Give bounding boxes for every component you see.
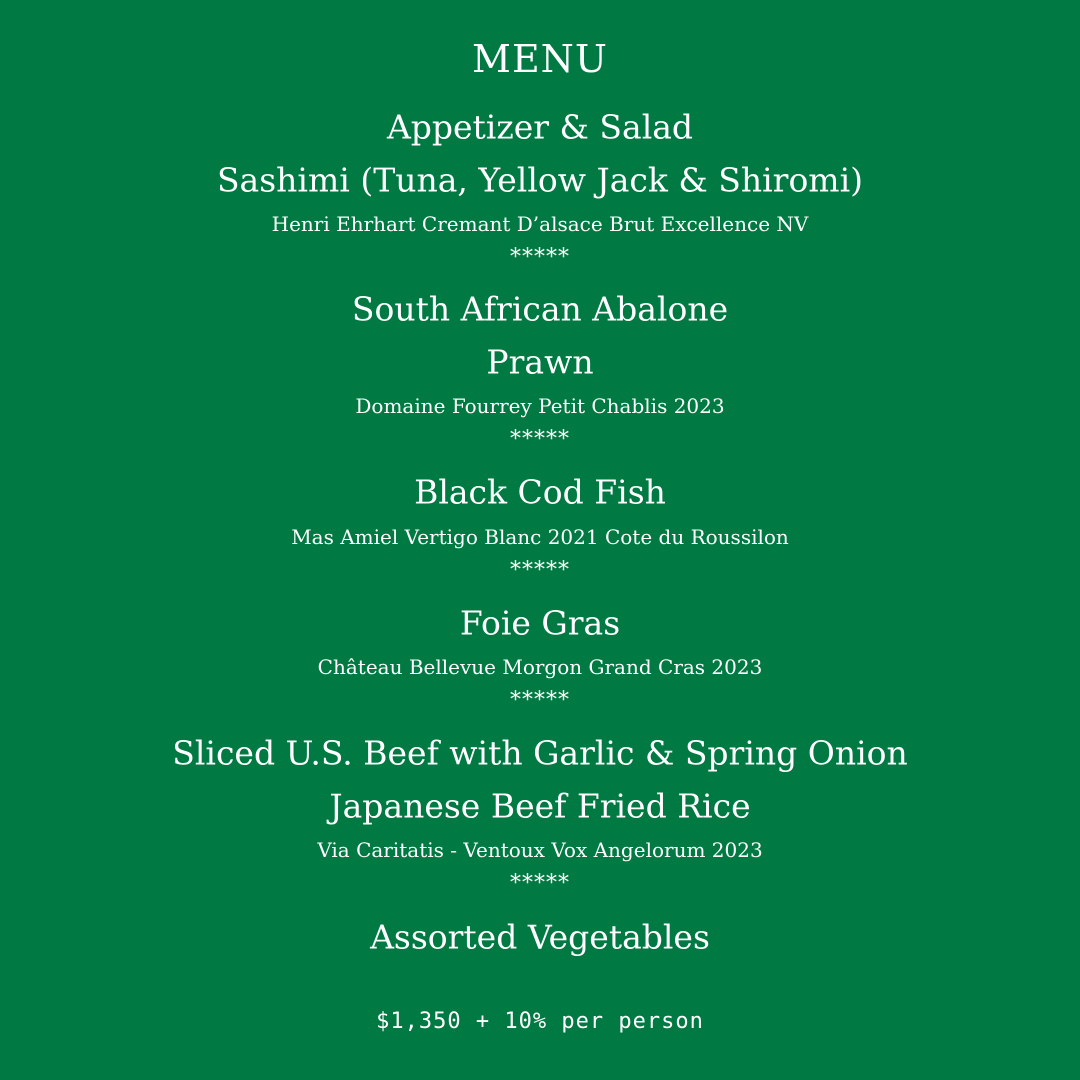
separator-5: ***** xyxy=(510,871,570,896)
course-fried-rice: Japanese Beef Fried Rice xyxy=(329,786,751,826)
menu-title: MENU xyxy=(472,37,608,81)
course-vegetables: Assorted Vegetables xyxy=(370,917,710,957)
wine-pairing-4: Château Bellevue Morgon Grand Cras 2023 xyxy=(317,655,763,679)
course-black-cod: Black Cod Fish xyxy=(414,472,666,512)
wine-pairing-2: Domaine Fourrey Petit Chablis 2023 xyxy=(355,394,725,418)
wine-pairing-3: Mas Amiel Vertigo Blanc 2021 Cote du Roussilon xyxy=(291,525,789,549)
wine-pairing-5: Via Caritatis - Ventoux Vox Angelorum 2023 xyxy=(317,838,763,862)
separator-1: ***** xyxy=(510,245,570,270)
course-prawn: Prawn xyxy=(486,342,594,382)
course-sashimi: Sashimi (Tuna, Yellow Jack & Shiromi) xyxy=(216,160,864,200)
course-abalone: South African Abalone xyxy=(351,289,729,329)
course-foie-gras: Foie Gras xyxy=(459,603,621,643)
price-line: $1,350 + 10% per person xyxy=(376,1009,704,1034)
separator-2: ***** xyxy=(510,427,570,452)
wine-pairing-1: Henri Ehrhart Cremant D’alsace Brut Excellence NV xyxy=(271,212,809,236)
separator-4: ***** xyxy=(510,688,570,713)
separator-3: ***** xyxy=(510,558,570,583)
course-sliced-beef: Sliced U.S. Beef with Garlic & Spring Onion xyxy=(172,733,908,773)
course-appetizer-salad: Appetizer & Salad xyxy=(386,107,694,147)
